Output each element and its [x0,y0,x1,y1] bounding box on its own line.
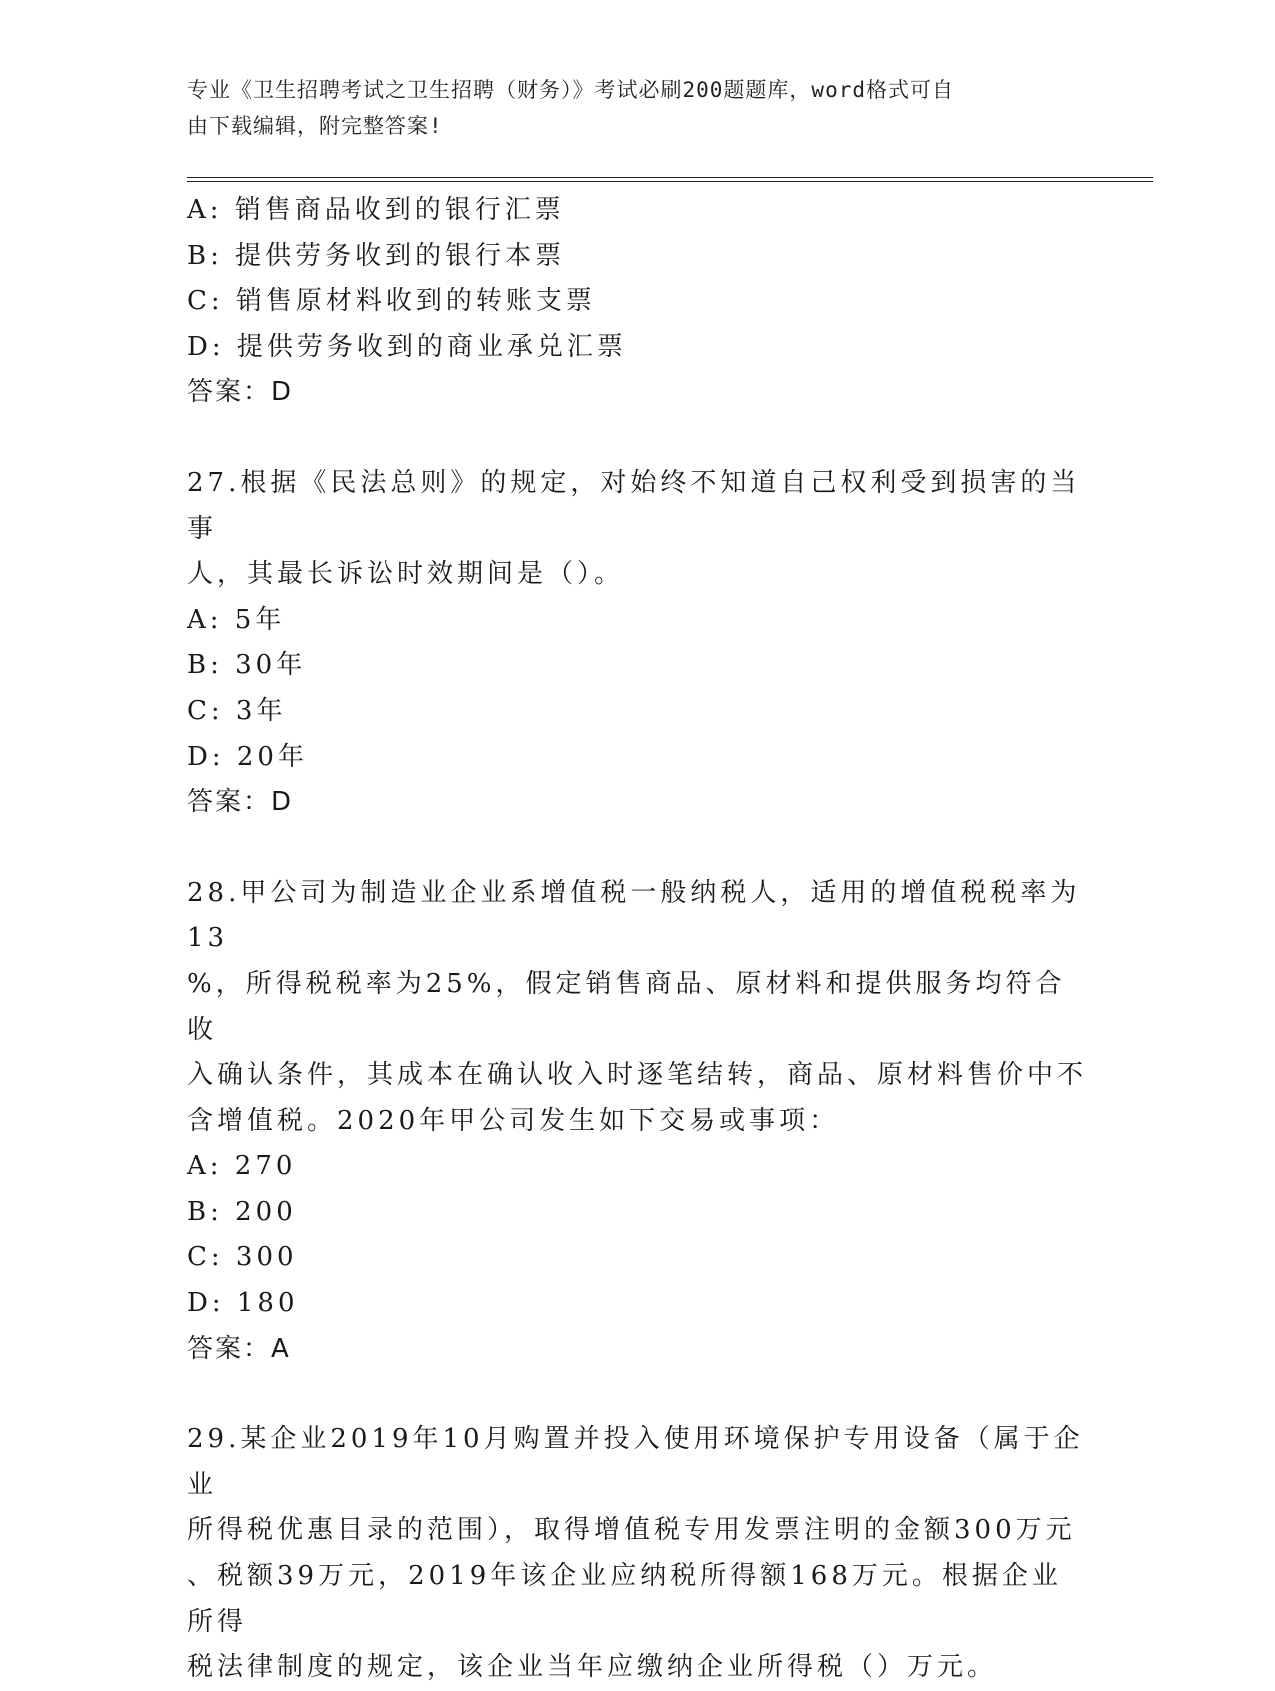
option-a: A: 270 [187,1151,297,1182]
question-text-line: 含增值税。2020年甲公司发生如下交易或事项： [187,1105,840,1136]
question-list [187,188,1087,1691]
answer: 答案：D [187,377,294,408]
option-a: A: 5年 [187,604,286,635]
question-text-line: 27.根据《民法总则》的规定，对始终不知道自己权利受到损害的当事 [187,467,1081,544]
option-d: D: 提供劳务收到的商业承兑汇票 [187,331,627,362]
header-line-2: 由下载编辑，附完整答案! [187,114,443,138]
option-b: B: 200 [187,1196,297,1227]
question-text-line: 、税额39万元，2019年该企业应纳税所得额168万元。根据企业所得 [187,1561,1062,1637]
option-d: D: 20年 [187,741,308,772]
question-text-line: 28.甲公司为制造业企业系增值税一般纳税人，适用的增值税税率为13 [187,877,1081,954]
option-b: B: 30年 [187,650,307,681]
document-header [187,72,1067,144]
option-a: A: 销售商品收到的银行汇票 [187,195,565,225]
option-c: C: 销售原材料收到的转账支票 [187,286,596,317]
option-b: B: 提供劳务收到的银行本票 [187,240,566,271]
question-text-line: 所得税优惠目录的范围），取得增值税专用发票注明的金额300万元 [187,1515,1076,1546]
option-c: C: 300 [187,1242,298,1273]
answer: 答案：A [187,1333,291,1364]
option-d: D: 180 [187,1288,299,1319]
question-27 [187,461,1087,826]
header-line-1: 专业《卫生招聘考试之卫生招聘（财务）》考试必刷200题题库，word格式可自 [187,78,954,102]
question-text-line: 税法律制度的规定，该企业当年应缴纳企业所得税（）万元。 [187,1652,998,1683]
question-28 [187,871,1087,1373]
question-text-line: 29.某企业2019年10月购置并投入使用环境保护专用设备（属于企业 [187,1424,1084,1500]
option-c: C: 3年 [187,695,287,726]
question-text-line: %，所得税税率为25%，假定销售商品、原材料和提供服务均符合收 [187,968,1066,1045]
question-text-line: 人，其最长诉讼时效期间是（）。 [187,559,625,590]
question-26-remainder [187,188,1087,416]
answer: 答案：D [187,787,294,818]
question-text-line: 入确认条件，其成本在确认收入时逐笔结转，商品、原材料售价中不 [187,1060,1088,1091]
header-divider [187,177,1153,182]
